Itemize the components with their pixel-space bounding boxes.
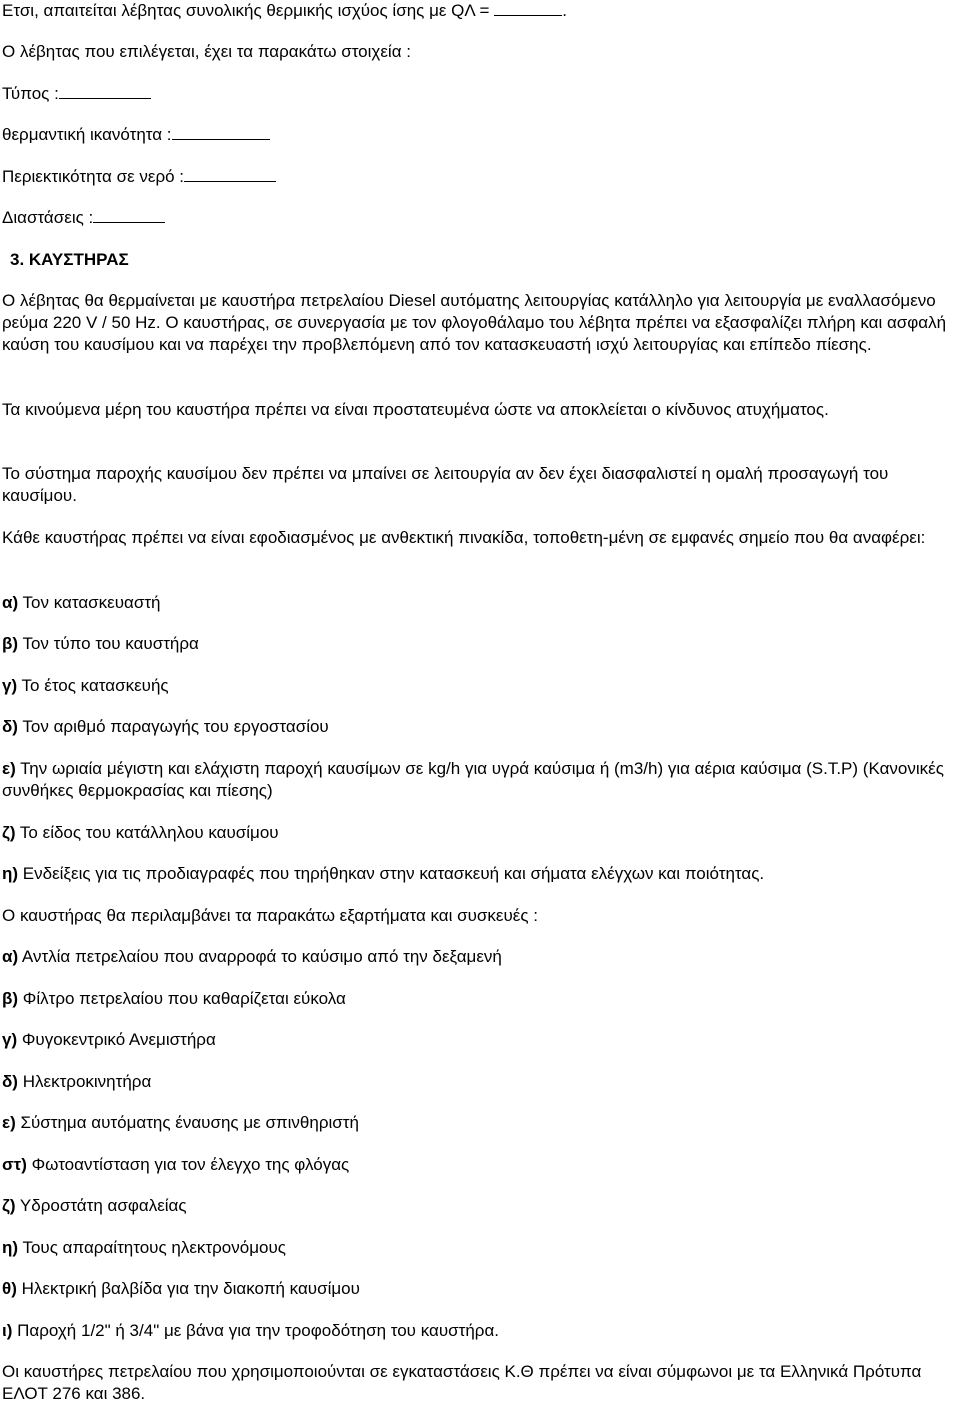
list-item: [2, 1278, 958, 1299]
list-marker: ι): [2, 1321, 13, 1340]
list-item: [2, 822, 958, 843]
section-heading: 3. ΚΑΥΣΤΗΡΑΣ: [10, 250, 129, 269]
intro-line-1: [2, 0, 958, 21]
list-text: Παροχή 1/2" ή 3/4" με βάνα για την τροφοδότηση του καυστήρα.: [12, 1321, 500, 1340]
paragraph-1: Ο λέβητας θα θερμαίνεται με καυστήρα πετρελαίου Diesel αυτόματης λειτουργίας κατάλληλο για λειτουργία με εναλλασόμενο ρεύμα 220 V / 50 Hz. Ο καυστήρας, σε συνεργασία με τον φλογοθάλαμο του λέβητα πρέπει να εξασφαλίζει πλήρη και ασφαλή καύση του καυσίμου και να παρέχει την προβλεπόμενη από τον κατασκευαστή ισχύ λειτουργίας και επίπεδο πίεσης.: [2, 291, 947, 354]
list-marker: η): [2, 864, 19, 883]
list-text: Φυγοκεντρικό Ανεμιστήρα: [17, 1030, 216, 1049]
list-item: [2, 1071, 958, 1092]
blank-line: [494, 0, 562, 16]
paragraph-4: Κάθε καυστήρας πρέπει να είναι εφοδιασμένος με ανθεκτική πινακίδα, τοποθετη-μένη σε εμφανές σημείο που θα αναφέρει:: [2, 528, 926, 547]
list-text: Φίλτρο πετρελαίου που καθαρίζεται εύκολα: [18, 989, 346, 1008]
list-marker: β): [2, 989, 19, 1008]
list-item: [2, 1237, 958, 1258]
field-label: Περιεκτικότητα σε νερό :: [2, 167, 185, 186]
list-marker: ε): [2, 1113, 16, 1132]
list-text: Το είδος του κατάλληλου καυσίμου: [15, 823, 279, 842]
list-marker: γ): [2, 1030, 18, 1049]
list-marker: β): [2, 634, 19, 653]
field-label: Διαστάσεις :: [2, 208, 94, 227]
list-marker: ζ): [2, 1196, 16, 1215]
list-marker: στ): [2, 1155, 27, 1174]
closing-paragraph: Οι καυστήρες πετρελαίου που χρησιμοποιούνται σε εγκαταστάσεις Κ.Θ πρέπει να είναι σύμφωνοι με τα Ελληνικά Πρότυπα ΕΛΟΤ 276 και 386.: [2, 1362, 922, 1403]
list-text: Το έτος κατασκευής: [17, 676, 169, 695]
list-item: [2, 946, 958, 967]
list-marker: δ): [2, 1072, 18, 1091]
list-text: Αντλία πετρελαίου που αναρροφά το καύσιμο από την δεξαμενή: [18, 947, 502, 966]
intro-line-2: Ο λέβητας που επιλέγεται, έχει τα παρακάτω στοιχεία :: [2, 42, 411, 61]
list-item: [2, 675, 958, 696]
paragraph-3: Το σύστημα παροχής καυσίμου δεν πρέπει να μπαίνει σε λειτουργία αν δεν έχει διασφαλιστεί η ομαλή προσαγωγή του καυσίμου.: [2, 464, 889, 505]
list-text: Ηλεκτρική βαλβίδα για την διακοπή καυσίμου: [16, 1279, 360, 1298]
list-item: [2, 716, 958, 737]
blank-line: [93, 207, 165, 223]
list-item: [2, 592, 958, 613]
field-label: Τύπος :: [2, 84, 59, 103]
field-type: [2, 83, 958, 104]
list-item: [2, 1195, 958, 1216]
list-text: Υδροστάτη ασφαλείας: [15, 1196, 187, 1215]
field-heating-capacity: [2, 124, 958, 145]
paragraph-2: Τα κινούμενα μέρη του καυστήρα πρέπει να είναι προστατευμένα ώστε να αποκλείεται ο κίνδυνος ατυχήματος.: [2, 400, 829, 419]
list-text: Τον τύπο του καυστήρα: [18, 634, 199, 653]
list-marker: δ): [2, 717, 18, 736]
list-item: [2, 1112, 958, 1133]
blank-line: [184, 166, 276, 182]
list-marker: ε): [2, 759, 16, 778]
blank-line: [172, 124, 270, 140]
list-text: Τον αριθμό παραγωγής του εργοστασίου: [17, 717, 329, 736]
intro-line-1-text: Ετσι, απαιτείται λέβητας συνολικής θερμικής ισχύος ίσης με QΛ =: [2, 1, 495, 20]
list-marker: α): [2, 593, 19, 612]
list-text: Την ωριαία μέγιστη και ελάχιστη παροχή καυσίμων σε kg/h για υγρά καύσιμα ή (m3/h) για αέρια καύσιμα (S.T.P) (Κανονικές συνθήκες θερμοκρασίας και πίεσης): [2, 759, 944, 800]
list-item: [2, 1320, 958, 1341]
list-item: [2, 1029, 958, 1050]
list-marker: α): [2, 947, 19, 966]
list-marker: θ): [2, 1279, 17, 1298]
list-text: Τον κατασκευαστή: [18, 593, 161, 612]
list-item: [2, 633, 958, 654]
blank-line: [59, 83, 151, 99]
intro-line-1-end: .: [562, 1, 567, 20]
list-item: [2, 863, 958, 884]
list-marker: η): [2, 1238, 19, 1257]
list-text: Σύστημα αυτόματης έναυσης με σπινθηριστή: [15, 1113, 359, 1132]
components-intro: Ο καυστήρας θα περιλαμβάνει τα παρακάτω εξαρτήματα και συσκευές :: [2, 906, 538, 925]
list-text: Φωτοαντίσταση για τον έλεγχο της φλόγας: [26, 1155, 350, 1174]
list-marker: ζ): [2, 823, 16, 842]
field-label: θερμαντική ικανότητα :: [2, 125, 172, 144]
field-dimensions: [2, 207, 958, 228]
list-text: Τους απαραίτητους ηλεκτρονόμους: [18, 1238, 286, 1257]
list-item: [2, 758, 958, 802]
field-water-content: [2, 166, 958, 187]
list-text: Ηλεκτροκινητήρα: [17, 1072, 152, 1091]
list-marker: γ): [2, 676, 18, 695]
list-text: Ενδείξεις για τις προδιαγραφές που τηρήθηκαν στην κατασκευή και σήματα ελέγχων και ποιότητας.: [18, 864, 765, 883]
list-item: [2, 988, 958, 1009]
list-item: [2, 1154, 958, 1175]
